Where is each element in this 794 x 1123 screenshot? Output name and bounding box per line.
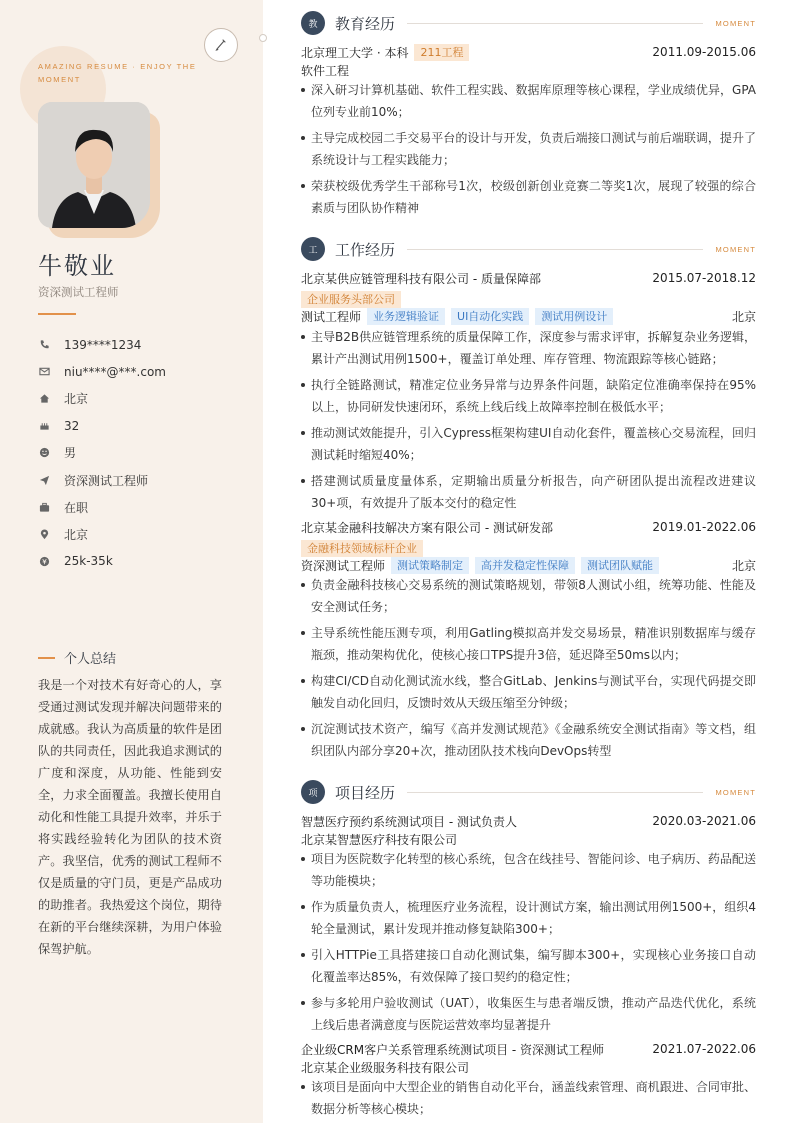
info-salary: 25k-35k — [38, 548, 166, 575]
org-tag: 金融科技领域标杆企业 — [301, 540, 423, 557]
section-moment-label: MOMENT — [715, 18, 756, 28]
section-education-header — [301, 10, 756, 36]
job-date: 2019.01-2022.06 — [652, 520, 756, 534]
project-2-row — [301, 1039, 756, 1059]
info-location: 北京 — [38, 521, 166, 548]
info-gender: 男 — [38, 439, 166, 466]
job-company: 北京某供应链管理科技有限公司 - 质量保障部 — [301, 271, 541, 286]
major: 软件工程 — [301, 63, 350, 78]
candidate-name: 牛敬业 — [38, 252, 116, 280]
info-home: 北京 — [38, 385, 166, 412]
info-email: niu****@***.com — [38, 358, 166, 385]
candidate-role: 资深测试工程师 — [38, 285, 119, 299]
section-title: 教育经历 — [335, 14, 396, 33]
project-name: 企业级CRM客户关系管理系统测试项目 - 资深测试工程师 — [301, 1042, 605, 1057]
job-1-row — [301, 268, 756, 288]
location-icon — [38, 528, 50, 540]
list-item: 作为质量负责人，梳理医疗业务流程，设计测试方案，输出测试用例1500+，组织4轮全量测试，累计发现并推动修复缺陷300+； — [301, 896, 756, 940]
job-company: 北京某金融科技解决方案有限公司 - 测试研发部 — [301, 520, 553, 535]
skill-tag: UI自动化实践 — [451, 308, 529, 325]
job-date: 2015.07-2018.12 — [652, 271, 756, 285]
job-1-position-row — [301, 306, 756, 326]
tagline: AMAZING RESUME · ENJOY THE MOMENT — [38, 62, 197, 84]
briefcase-icon — [38, 501, 50, 513]
contact-info-list — [38, 331, 166, 575]
section-badge: 工 — [301, 237, 325, 261]
list-item: 参与多轮用户验收测试（UAT），收集医生与患者端反馈，推动产品迭代优化，系统上线后患者满意度与医院运营效率均显著提升 — [301, 992, 756, 1036]
home-icon — [38, 393, 50, 405]
education-bullets — [301, 79, 756, 223]
list-item: 主导B2B供应链管理系统的质量保障工作，深度参与需求评审，拆解复杂业务逻辑，累计产出测试用例1500+，覆盖订单处理、库存管理、物流跟踪等核心链路； — [301, 326, 756, 370]
project-company: 北京某智慧医疗科技有限公司 — [301, 832, 458, 847]
cake-icon — [38, 420, 50, 432]
school-name: 北京理工大学 · 本科 — [301, 45, 409, 60]
job-2-position-row — [301, 555, 756, 575]
education-row — [301, 42, 756, 62]
divider — [38, 313, 76, 315]
job-2-row — [301, 517, 756, 537]
list-item: 推动测试效能提升，引入Cypress框架构建UI自动化套件，覆盖核心交易流程，回归测试耗时缩短40%； — [301, 422, 756, 466]
salary-icon — [38, 555, 50, 567]
list-item: 荣获校级优秀学生干部称号1次，校级创新创业竞赛二等奖1次，展现了较强的综合素质与团队协作精神 — [301, 175, 756, 219]
skill-tag: 业务逻辑验证 — [367, 308, 445, 325]
job-location: 北京 — [731, 309, 756, 324]
project-name: 智慧医疗预约系统测试项目 - 测试负责人 — [301, 814, 517, 829]
info-status: 在职 — [38, 494, 166, 521]
skill-tag: 测试用例设计 — [535, 308, 613, 325]
info-age: 32 — [38, 412, 166, 439]
info-phone: 139****1234 — [38, 331, 166, 358]
section-work-header — [301, 236, 756, 262]
avatar — [38, 102, 150, 228]
section-badge: 项 — [301, 780, 325, 804]
section-badge: 教 — [301, 11, 325, 35]
section-title: 项目经历 — [335, 783, 396, 802]
list-item: 执行全链路测试，精准定位业务异常与边界条件问题，缺陷定位准确率保持在95%以上，协同研发快速闭环，系统上线后线上故障率控制在极低水平； — [301, 374, 756, 418]
mail-icon — [38, 366, 50, 378]
summary-text: 我是一个对技术有好奇心的人，享受通过测试发现并解决问题带来的成就感。我认为高质量的软件是团队的共同责任，因此我追求测试的广度和深度，从功能、性能到安全，力求全面覆盖。我擅长使用自动化和性能工具提升效率，并乐于将实践经验转化为团队的技术资产。我坚信，优秀的测试工程师不仅是质量的守门员，更是产品成功的助推者。我热爱这个岗位，期待在新的平台继续深耕，为用户体验保驾护航。 — [38, 678, 222, 956]
skill-tag: 测试策略制定 — [391, 557, 469, 574]
list-item: 主导系统性能压测专项，利用Gatling模拟高并发交易场景，精准识别数据库与缓存瓶颈，推动架构优化，使核心接口TPS提升3倍，延迟降至50ms以内； — [301, 622, 756, 666]
decorative-dot — [259, 34, 267, 42]
project-2-bullets — [301, 1076, 756, 1123]
phone-icon — [38, 339, 50, 351]
list-item: 深入研习计算机基础、软件工程实践、数据库原理等核心课程，学业成绩优异，GPA位列专业前10%； — [301, 79, 756, 123]
section-moment-label: MOMENT — [715, 244, 756, 254]
school-tag: 211工程 — [414, 44, 469, 61]
list-item: 负责金融科技核心交易系统的测试策略规划，带领8人测试小组，统筹功能、性能及安全测试任务； — [301, 574, 756, 618]
list-item: 沉淀测试技术资产，编写《高并发测试规范》《金融系统安全测试指南》等文档，组织团队内部分享20+次，推动团队技术栈向DevOps转型 — [301, 718, 756, 762]
project-date: 2020.03-2021.06 — [652, 814, 756, 828]
list-item: 搭建测试质量度量体系，定期输出质量分析报告，向产研团队提出流程改进建议30+项，有效提升了版本交付的稳定性 — [301, 470, 756, 514]
job-location: 北京 — [731, 558, 756, 573]
list-item: 构建CI/CD自动化测试流水线，整合GitLab、Jenkins与测试平台，实现代码提交即触发自动化回归，反馈时效从天级压缩至分钟级； — [301, 670, 756, 714]
list-item: 项目为医院数字化转型的核心系统，包含在线挂号、智能问诊、电子病历、药品配送等功能模块； — [301, 848, 756, 892]
job-1-bullets — [301, 326, 756, 518]
info-position: 资深测试工程师 — [38, 466, 166, 493]
skill-tag: 测试团队赋能 — [581, 557, 659, 574]
skill-tag: 高并发稳定性保障 — [475, 557, 575, 574]
job-2-bullets — [301, 574, 756, 766]
job-position: 测试工程师 — [301, 309, 362, 324]
project-company: 北京某企业级服务科技有限公司 — [301, 1060, 470, 1075]
pen-icon — [204, 28, 238, 62]
sidebar — [0, 0, 263, 1123]
project-1-bullets — [301, 848, 756, 1040]
section-moment-label: MOMENT — [715, 787, 756, 797]
list-item: 该项目是面向中大型企业的销售自动化平台，涵盖线索管理、商机跟进、合同审批、数据分析等核心模块； — [301, 1076, 756, 1120]
job-position: 资深测试工程师 — [301, 558, 386, 573]
project-date: 2021.07-2022.06 — [652, 1042, 756, 1056]
list-item: 主导完成校园二手交易平台的设计与开发，负责后端接口测试与前后端联调，提升了系统设计与工程实践能力； — [301, 127, 756, 171]
project-1-row — [301, 811, 756, 831]
summary-heading: 个人总结 — [38, 648, 116, 667]
list-item: 引入HTTPie工具搭建接口自动化测试集，编写脚本300+，实现核心业务接口自动化覆盖率达85%，有效保障了接口契约的稳定性； — [301, 944, 756, 988]
section-projects-header — [301, 779, 756, 805]
smile-icon — [38, 447, 50, 459]
education-date: 2011.09-2015.06 — [652, 45, 756, 59]
send-icon — [38, 474, 50, 486]
section-title: 工作经历 — [335, 240, 396, 259]
org-tag: 企业服务头部公司 — [301, 291, 401, 308]
